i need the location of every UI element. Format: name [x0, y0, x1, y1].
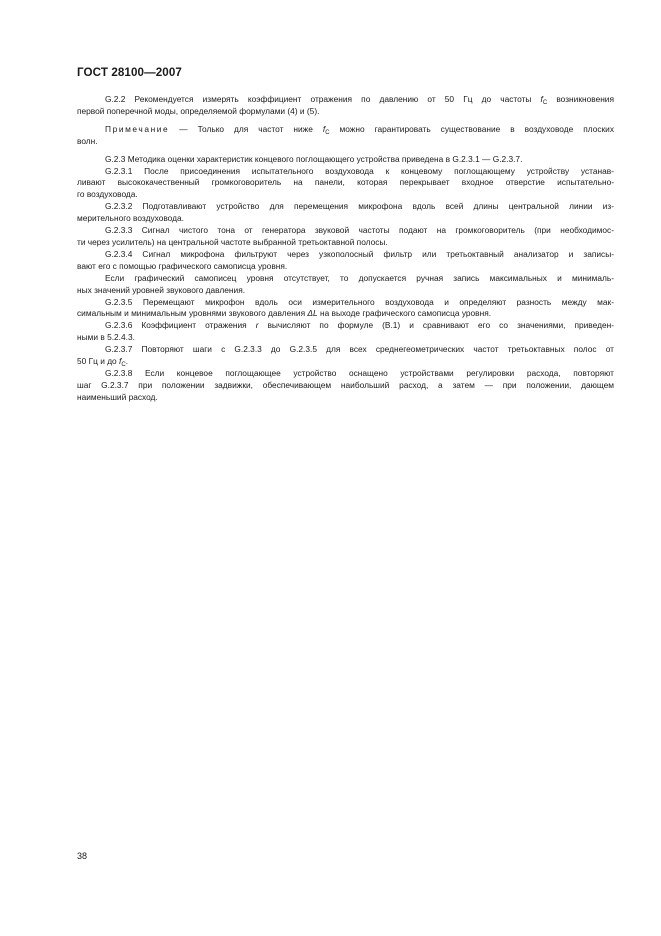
paragraph-g22-line2: первой поперечной моды, определяемой формулами (4) и (5).: [77, 105, 320, 116]
paragraph-g232-line1: G.2.3.2 Подготавливают устройство для перемещения микрофона вдоль всей длины центральной линии из-: [105, 201, 614, 212]
paragraph-g231-line2: ливают высококачественный громкоговоритель на панели, которая перекрывает входное отверстие испытательно-: [77, 177, 614, 188]
paragraph-g238-line1: G.2.3.8 Если концевое поглощающее устройство оснащено устройствами регулировки расхода, повторяют: [105, 367, 614, 378]
paragraph-recorder-line1: Если графический самописец уровня отсутствует, то допускается ручная запись максимальных и минималь-: [105, 272, 614, 283]
note-line2: волн.: [77, 135, 98, 146]
paragraph-recorder-line2: ных значений уровней звукового давления.: [77, 284, 246, 295]
paragraph-g236-line1: G.2.3.6 Коэффициент отражения r вычисляют по формуле (В.1) и сравнивают его со значениями, приведен-: [105, 320, 614, 331]
paragraph-g235-line2: симальным и минимальным уровнями звукового давления ΔL на выходе графического самописца уровня.: [77, 308, 492, 319]
paragraph-g237-line2: 50 Гц и до $f_C$.: [77, 356, 129, 369]
paragraph-g238-line2: шаг G.2.3.7 при положении задвижки, обеспечивающем наибольший расход, а затем — при положении, дающем: [77, 379, 614, 390]
paragraph-g234-line2: вают его с помощью графического самописца уровня.: [77, 260, 288, 271]
paragraph-g231-line1: G.2.3.1 После присоединения испытательного воздуховода к концевому поглощающему устройству устанав-: [105, 165, 614, 176]
paragraph-g233-line1: G.2.3.3 Сигнал чистого тона от генератора звуковой частоты подают на громкоговоритель (при необходимос-: [105, 225, 614, 236]
note-line1: Примечание — Только для частот ниже $f_C$ можно гарантировать существование в воздуховоде плоских: [105, 123, 614, 136]
paragraph-g236-line2: ными в 5.2.4.3.: [77, 332, 135, 343]
paragraph-g22-line1: G.2.2 Рекомендуется измерять коэффициент отражения по давлению от 50 Гц до частоты $f_C$ возникновения: [105, 94, 614, 106]
paragraph-g237-line1: G.2.3.7 Повторяют шаги с G.2.3.3 до G.2.3.5 для всех среднегеометрических частот третьоктавных полос от: [105, 344, 614, 355]
document-body: [77, 94, 614, 404]
paragraph-g238-line3: наименьший расход.: [77, 391, 158, 402]
document-header: ГОСТ 28100—2007: [77, 66, 182, 79]
paragraph-g232-line2: мерительного воздуховода.: [77, 213, 184, 224]
paragraph-g234-line1: G.2.3.4 Сигнал микрофона фильтруют через узкополосный фильтр или третьоктавный анализатор и записы-: [105, 248, 614, 259]
paragraph-g235-line1: G.2.3.5 Перемещают микрофон вдоль оси измерительного воздуховода и определяют разность между мак-: [105, 296, 614, 307]
paragraph-g233-line2: ти через усилитель) на центральной частоте выбранной третьоктавной полосы.: [77, 236, 388, 247]
note-label: Примечание: [105, 123, 170, 134]
page-number: 38: [77, 851, 88, 861]
paragraph-g23: G.2.3 Методика оценки характеристик концевого поглощающего устройства приведена в G.2.3.1 — G.2.3.7.: [105, 153, 523, 164]
paragraph-g231-line3: го воздуховода.: [77, 189, 138, 200]
